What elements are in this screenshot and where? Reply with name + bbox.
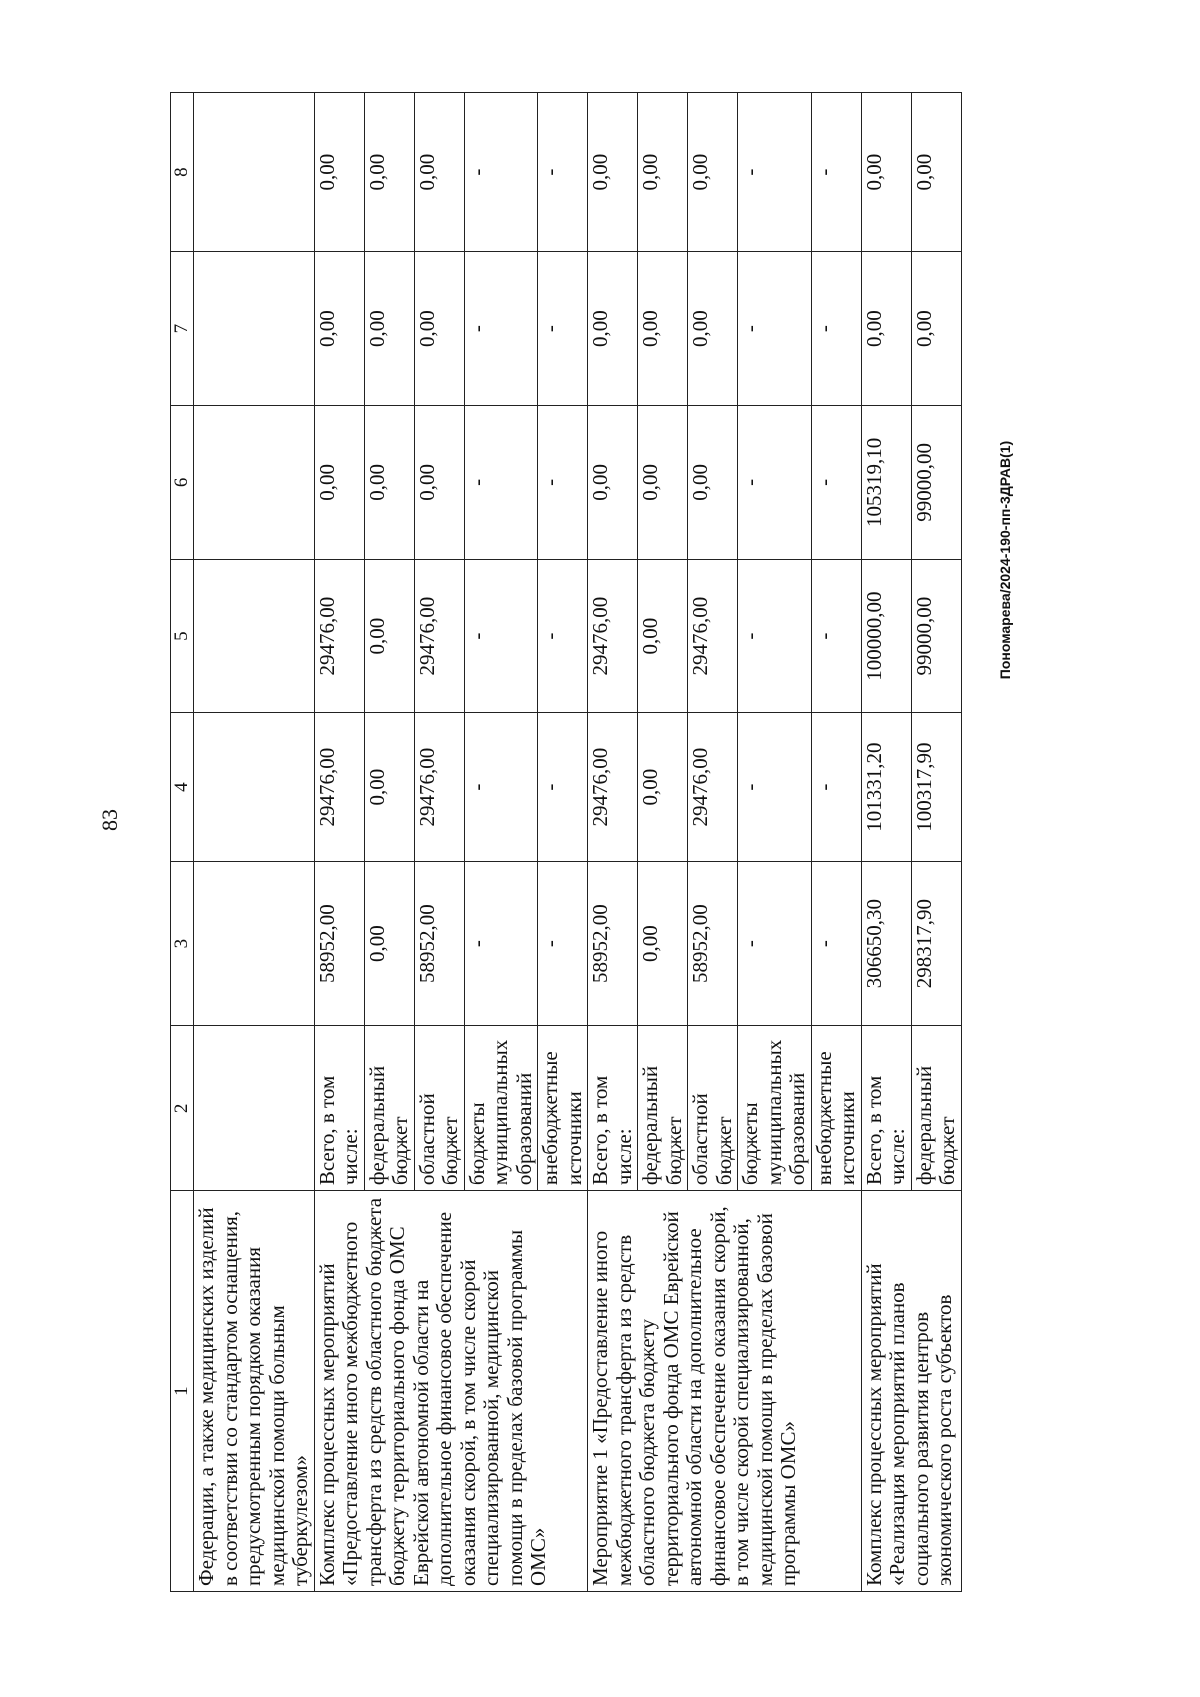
intro-description: Федерации, а также медицинских изделий в соответствии со стандартом оснащения, предусмотренным порядком оказания медицинской помощи больным туберкулезом» (194, 1191, 315, 1592)
amount-cell: 0,00 (638, 252, 688, 406)
amount-cell: 0,00 (364, 861, 414, 1026)
amount-cell: 0,00 (314, 406, 364, 560)
funding-source: федеральный бюджет (911, 1026, 961, 1191)
amount-cell: 0,00 (861, 93, 911, 252)
amount-cell: 58952,00 (688, 861, 738, 1026)
amount-cell: 0,00 (911, 93, 961, 252)
amount-cell: 99000,00 (911, 559, 961, 713)
column-number-6: 6 (171, 406, 194, 560)
amount-cell: - (738, 93, 812, 252)
amount-cell: 58952,00 (588, 861, 638, 1026)
intro-row (194, 93, 315, 1592)
amount-cell: - (738, 713, 812, 861)
amount-cell: 58952,00 (314, 861, 364, 1026)
amount-cell: 99000,00 (911, 406, 961, 560)
column-number-1: 1 (171, 1191, 194, 1592)
page-number: 83 (97, 809, 122, 831)
funding-source: внебюджетные источники (811, 1026, 861, 1191)
amount-cell: 105319,10 (861, 406, 911, 560)
amount-cell: 29476,00 (688, 559, 738, 713)
amount-cell: 0,00 (911, 252, 961, 406)
budget-table-container (170, 92, 1200, 1592)
amount-cell: 0,00 (364, 93, 414, 252)
amount-cell: - (464, 713, 538, 861)
funding-source: Всего, в том числе: (314, 1026, 364, 1191)
column-number-row (171, 93, 194, 1592)
document-code: Пономарева/2024-190-пп-3ДРАВ(1) (997, 440, 1013, 680)
funding-source: федеральный бюджет (638, 1026, 688, 1191)
empty-cell (194, 1026, 315, 1191)
funding-source: внебюджетные источники (538, 1026, 588, 1191)
amount-cell: 0,00 (688, 252, 738, 406)
column-number-2: 2 (171, 1026, 194, 1191)
amount-cell: 0,00 (364, 559, 414, 713)
amount-cell: 101331,20 (861, 713, 911, 861)
funding-source: Всего, в том числе: (861, 1026, 911, 1191)
amount-cell: 29476,00 (414, 559, 464, 713)
empty-cell (194, 406, 315, 560)
empty-cell (194, 861, 315, 1026)
amount-cell: 0,00 (364, 406, 414, 560)
amount-cell: 0,00 (588, 93, 638, 252)
amount-cell: 0,00 (638, 93, 688, 252)
amount-cell: - (811, 406, 861, 560)
funding-source: Всего, в том числе: (588, 1026, 638, 1191)
amount-cell: 0,00 (638, 861, 688, 1026)
table-row (314, 93, 364, 1592)
amount-cell: 0,00 (861, 252, 911, 406)
column-number-3: 3 (171, 861, 194, 1026)
amount-cell: 0,00 (364, 713, 414, 861)
amount-cell: - (538, 406, 588, 560)
measure-description: Комплекс процессных мероприятий «Предоставление иного межбюджетного трансферта из средств областного бюджета бюджету территориального фонда ОМС Еврейской автономной области на дополнительное финансовое обеспечение оказания скорой, в том числе скорой специализированной, медицинской помощи в пределах базовой программы ОМС» (314, 1191, 588, 1592)
amount-cell: - (738, 252, 812, 406)
funding-source: бюджеты муниципальных образований (738, 1026, 812, 1191)
column-number-8: 8 (171, 93, 194, 252)
amount-cell: - (811, 559, 861, 713)
amount-cell: 0,00 (688, 93, 738, 252)
amount-cell: - (538, 861, 588, 1026)
amount-cell: 0,00 (638, 406, 688, 560)
column-number-7: 7 (171, 252, 194, 406)
amount-cell: 29476,00 (314, 713, 364, 861)
amount-cell: 0,00 (414, 93, 464, 252)
amount-cell: 298317,90 (911, 861, 961, 1026)
amount-cell: 29476,00 (588, 713, 638, 861)
amount-cell: - (738, 861, 812, 1026)
amount-cell: - (538, 713, 588, 861)
amount-cell: - (464, 559, 538, 713)
amount-cell: 0,00 (638, 559, 688, 713)
amount-cell: - (464, 406, 538, 560)
funding-source: областной бюджет (688, 1026, 738, 1191)
amount-cell: - (464, 861, 538, 1026)
funding-source: областной бюджет (414, 1026, 464, 1191)
empty-cell (194, 559, 315, 713)
amount-cell: - (811, 252, 861, 406)
measure-description: Мероприятие 1 «Предоставление иного межбюджетного трансферта из средств областного бюджета бюджету территориального фонда ОМС Еврейской автономной области на дополнительное финансовое обеспечение оказания скорой, в том числе скорой специализированной, медицинской помощи в пределах базовой программы ОМС» (588, 1191, 862, 1592)
amount-cell: 100000,00 (861, 559, 911, 713)
amount-cell: - (464, 252, 538, 406)
amount-cell: - (538, 252, 588, 406)
amount-cell: 0,00 (588, 406, 638, 560)
amount-cell: 0,00 (414, 252, 464, 406)
amount-cell: 100317,90 (911, 713, 961, 861)
empty-cell (194, 252, 315, 406)
amount-cell: - (738, 559, 812, 713)
amount-cell: 29476,00 (588, 559, 638, 713)
table-row (861, 93, 911, 1592)
amount-cell: 0,00 (314, 252, 364, 406)
amount-cell: 0,00 (314, 93, 364, 252)
column-number-4: 4 (171, 713, 194, 861)
funding-source: бюджеты муниципальных образований (464, 1026, 538, 1191)
amount-cell: 0,00 (688, 406, 738, 560)
column-number-5: 5 (171, 559, 194, 713)
amount-cell: 29476,00 (314, 559, 364, 713)
amount-cell: - (811, 93, 861, 252)
amount-cell: - (811, 713, 861, 861)
funding-source: федеральный бюджет (364, 1026, 414, 1191)
amount-cell: 0,00 (414, 406, 464, 560)
amount-cell: 58952,00 (414, 861, 464, 1026)
amount-cell: 0,00 (364, 252, 414, 406)
amount-cell: - (464, 93, 538, 252)
amount-cell: 0,00 (638, 713, 688, 861)
amount-cell: - (811, 861, 861, 1026)
empty-cell (194, 93, 315, 252)
amount-cell: - (738, 406, 812, 560)
table-row (588, 93, 638, 1592)
amount-cell: 0,00 (588, 252, 638, 406)
empty-cell (194, 713, 315, 861)
budget-table (170, 92, 962, 1592)
measure-description: Комплекс процессных мероприятий «Реализация мероприятий планов социального развития центров экономического роста субъектов (861, 1191, 961, 1592)
amount-cell: 306650,30 (861, 861, 911, 1026)
amount-cell: - (538, 559, 588, 713)
amount-cell: 29476,00 (414, 713, 464, 861)
amount-cell: 29476,00 (688, 713, 738, 861)
amount-cell: - (538, 93, 588, 252)
